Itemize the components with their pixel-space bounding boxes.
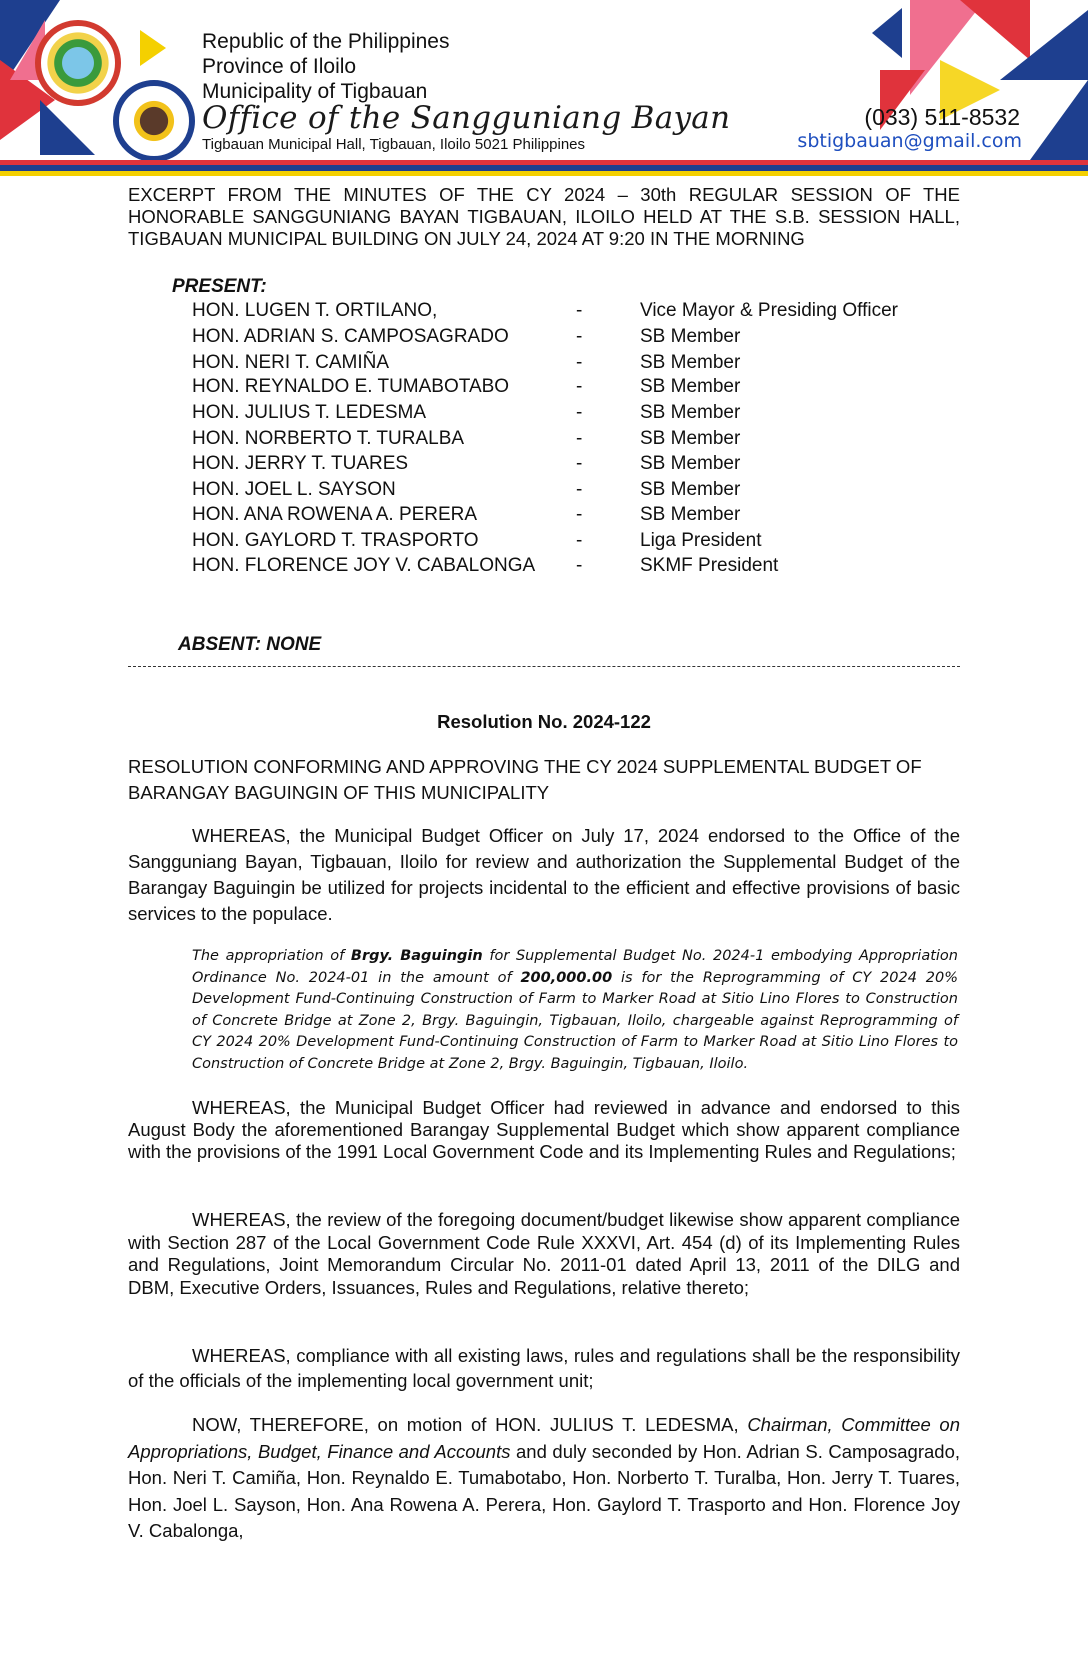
member-role: SB Member: [640, 504, 741, 525]
now-therefore-text: [128, 1412, 960, 1545]
whereas-1-text: WHEREAS, the Municipal Budget Officer on July 17, 2024 endorsed to the Office of the Sangguniang Bayan, Tigbauan, Iloilo for review and authorization the Supplemental Budget of the Barangay Baguingin be utilized for projects incidental to the efficient and effective provisions of basic services to the populace.: [128, 825, 960, 924]
member-role: SB Member: [640, 479, 741, 500]
whereas-paragraph-4: [128, 1343, 960, 1393]
member-row: [192, 479, 952, 505]
member-dash: -: [576, 453, 583, 474]
member-row: [192, 326, 952, 352]
quote-text: The appropriation of: [192, 948, 351, 964]
member-role: Liga President: [640, 530, 762, 551]
member-row: [192, 300, 952, 326]
resolution-number: Resolution No. 2024-122: [437, 711, 651, 732]
member-dash: -: [576, 300, 583, 321]
member-name: HON. NORBERTO T. TURALBA: [192, 428, 465, 449]
committee-title: Chairman, Committee on Appropriations, Budget, Finance and Accounts: [128, 1414, 960, 1462]
present-heading: PRESENT:: [172, 276, 267, 297]
minutes-excerpt: EXCERPT FROM THE MINUTES OF THE CY 2024 – 30th REGULAR SESSION OF THE HONORABLE SANGGUNIANG BAYAN TIGBAUAN, ILOILO HELD AT THE S.B. SESSION HALL, TIGBAUAN MUNICIPAL BUILDING ON JULY 24, 2024 AT 9:20 IN THE MORNING: [128, 184, 960, 249]
appropriation-quote: [192, 946, 958, 1075]
whereas-4-text: WHEREAS, compliance with all existing laws, rules and regulations shall be the responsibility of the officials of the implementing local government unit;: [128, 1345, 960, 1391]
member-dash: -: [576, 555, 583, 576]
member-dash: -: [576, 326, 583, 347]
quote-barangay: Brgy. Baguingin: [350, 948, 483, 964]
member-row: [192, 453, 952, 479]
member-role: Vice Mayor & Presiding Officer: [640, 300, 899, 321]
letterhead: [0, 0, 1088, 178]
member-row: [192, 376, 952, 402]
quote-text: is for the Reprogramming of CY 2024 20% Development Fund-Continuing Construction of Farm to Marker Road at Sitio Lino Flores to Construction of Concrete Bridge at Zone 2, Brgy. Baguingin, Tigbauan, Iloilo, chargeable against Reprogramming of CY 2024 20% Development Fund-Continuing Construction of Farm to Marker Road at Sitio Lino Flores to Construction of Concrete Bridge at Zone 2, Brgy. Baguingin, Tigbauan, Iloilo.: [192, 969, 958, 1072]
member-role: SKMF President: [640, 555, 779, 576]
member-name: HON. JULIUS T. LEDESMA: [192, 402, 427, 423]
header-province: Province of Iloilo: [202, 55, 357, 78]
municipal-seal-logo: [35, 20, 121, 106]
member-dash: -: [576, 352, 583, 373]
decor-triangle: [1000, 10, 1088, 80]
absent-heading: ABSENT: NONE: [178, 634, 322, 655]
decor-triangle: [40, 100, 95, 155]
member-name: HON. NERI T. CAMIÑA: [192, 352, 390, 373]
member-name: HON. JOEL L. SAYSON: [192, 479, 396, 500]
member-row: [192, 530, 952, 556]
whereas-2-text: WHEREAS, the Municipal Budget Officer had reviewed in advance and endorsed to this August Body the aforementioned Barangay Supplemental Budget which show apparent compliance with the provisions of the 1991 Local Government Code and its Implementing Rules and Regulations;: [128, 1097, 960, 1162]
member-role: SB Member: [640, 402, 741, 423]
member-dash: -: [576, 479, 583, 500]
quote-text: for Supplemental Budget No. 2024-1 embodying Appropriation Ordinance No. 2024-01 in the amount of: [192, 948, 958, 986]
member-role: SB Member: [640, 453, 741, 474]
header-phone: (033) 511-8532: [864, 104, 1020, 130]
member-dash: -: [576, 530, 583, 551]
header-address: Tigbauan Municipal Hall, Tigbauan, Iloilo 5021 Philippines: [202, 136, 586, 153]
header-email[interactable]: sbtigbauan@gmail.com: [797, 130, 1022, 152]
resolution-title: RESOLUTION CONFORMING AND APPROVING THE CY 2024 SUPPLEMENTAL BUDGET OF BARANGAY BAGUINGIN OF THIS MUNICIPALITY: [128, 756, 922, 803]
header-band-yellow: [0, 171, 1088, 176]
member-row: [192, 352, 952, 378]
header-office-title: Office of the Sangguniang Bayan: [202, 100, 731, 136]
sangguniang-bayan-seal-logo: [113, 80, 195, 162]
member-role: SB Member: [640, 352, 741, 373]
dashed-divider: [128, 666, 960, 667]
member-name: HON. JERRY T. TUARES: [192, 453, 409, 474]
now-therefore-paragraph: [128, 1412, 960, 1545]
quote-amount: 200,000.00: [520, 969, 613, 986]
whereas-paragraph-2: [128, 1097, 960, 1163]
member-name: HON. LUGEN T. ORTILANO,: [192, 300, 438, 321]
member-role: SB Member: [640, 428, 741, 449]
member-name: HON. ANA ROWENA A. PERERA: [192, 504, 478, 525]
member-role: SB Member: [640, 376, 741, 397]
member-row: [192, 402, 952, 428]
member-row: [192, 504, 952, 530]
member-name: HON. REYNALDO E. TUMABOTABO: [192, 376, 510, 397]
member-dash: -: [576, 504, 583, 525]
now-text: NOW, THEREFORE, on motion of HON. JULIUS T. LEDESMA,: [192, 1414, 748, 1435]
decor-triangle: [140, 30, 166, 66]
member-row: [192, 555, 952, 581]
decor-triangle: [1030, 80, 1088, 160]
member-name: HON. ADRIAN S. CAMPOSAGRADO: [192, 326, 509, 347]
member-role: SB Member: [640, 326, 741, 347]
decor-triangle: [872, 8, 902, 58]
whereas-3-text: WHEREAS, the review of the foregoing document/budget likewise show apparent compliance with Section 287 of the Local Government Code Rule XXXVI, Art. 454 (d) of its Implementing Rules and Regulations, Joint Memorandum Circular No. 2011-01 dated April 13, 2011 of the DILG and DBM, Executive Orders, Issuances, Rules and Regulations, relative thereto;: [128, 1209, 960, 1298]
header-municipality: Municipality of Tigbauan: [202, 80, 428, 103]
header-republic: Republic of the Philippines: [202, 30, 450, 53]
member-name: HON. GAYLORD T. TRASPORTO: [192, 530, 479, 551]
member-dash: -: [576, 428, 583, 449]
member-dash: -: [576, 376, 583, 397]
whereas-paragraph-3: [128, 1209, 960, 1299]
member-dash: -: [576, 402, 583, 423]
whereas-paragraph-1: [128, 823, 960, 927]
now-text: and duly seconded by Hon. Adrian S. Camposagrado, Hon. Neri T. Camiña, Hon. Reynaldo E. Tumabotabo, Hon. Norberto T. Turalba, Hon. Jerry T. Tuares, Hon. Joel L. Sayson, Hon. Ana Rowena A. Perera, Hon. Gaylord T. Trasporto and Hon. Florence Joy V. Cabalonga,: [128, 1440, 961, 1541]
member-row: [192, 428, 952, 454]
member-name: HON. FLORENCE JOY V. CABALONGA: [192, 555, 536, 576]
